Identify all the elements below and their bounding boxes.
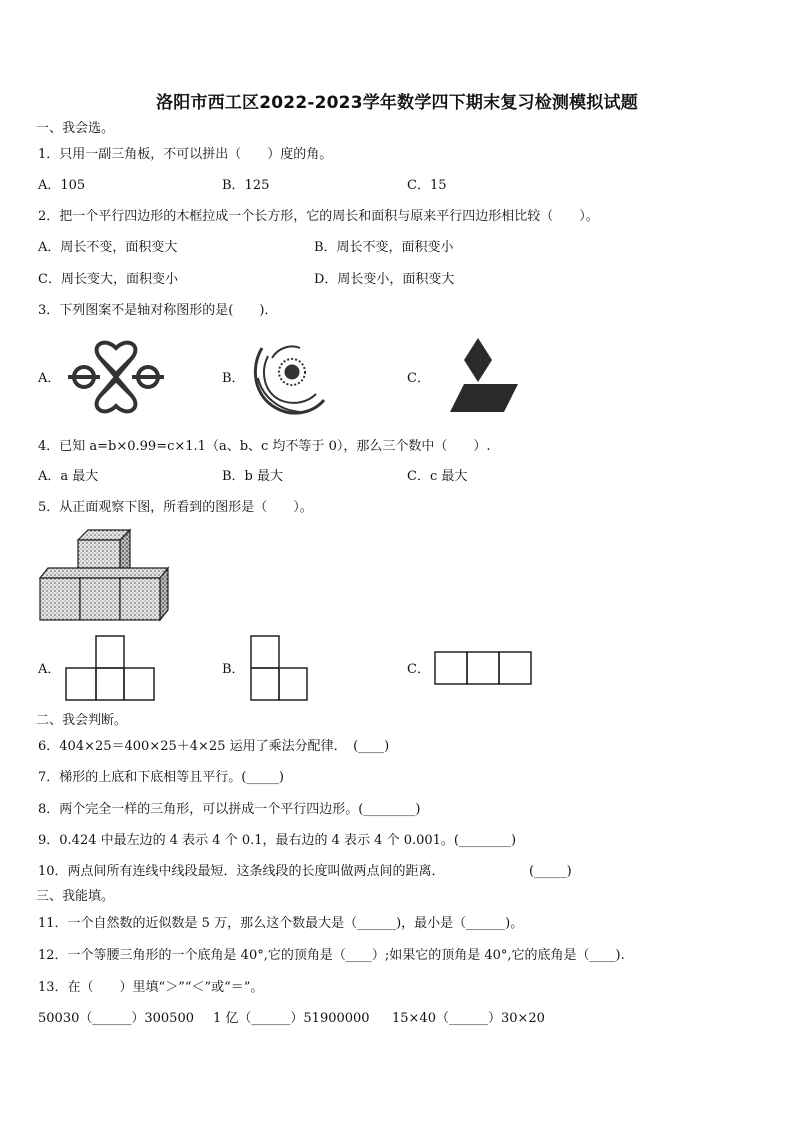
section-heading-choice: 一、我会选。 <box>36 121 115 136</box>
page-title: 洛阳市西工区2022-2023学年数学四下期末复习检测模拟试题 <box>156 93 638 113</box>
question-12: 12．一个等腰三角形的一个底角是 40°,它的顶角是（____）;如果它的顶角是 40°,它的底角是（____). <box>38 948 625 963</box>
chinese-knot-figure <box>64 338 168 416</box>
q2-option-b[interactable]: B．周长不变，面积变小 <box>314 240 454 255</box>
q2-option-a[interactable]: A．周长不变，面积变大 <box>38 240 178 255</box>
section-heading-fill: 三、我能填。 <box>36 889 115 904</box>
q5-option-c[interactable]: C． <box>407 662 430 677</box>
q4-option-a[interactable]: A．a 最大 <box>38 469 99 484</box>
question-8: 8．两个完全一样的三角形，可以拼成一个平行四边形。(________) <box>38 802 421 817</box>
question-13: 13．在（ ）里填“＞”“＜”或“＝”。 <box>38 980 264 995</box>
q1-option-a[interactable]: A．105 <box>38 178 86 193</box>
q5-option-b[interactable]: B． <box>222 662 245 677</box>
view-a-figure <box>64 634 156 702</box>
swirl-emblem-figure <box>248 338 332 418</box>
q13-item-1[interactable]: 50030（______）300500 <box>38 1011 194 1026</box>
q2-option-d[interactable]: D．周长变小，面积变大 <box>314 272 455 287</box>
view-b-figure <box>249 634 311 702</box>
question-10: 10．两点间所有连线中线段最短．这条线段的长度叫做两点间的距离． <box>38 864 445 879</box>
view-c-figure <box>433 650 535 686</box>
q3-option-c[interactable]: C． <box>407 371 430 386</box>
section-heading-judge: 二、我会判断。 <box>36 713 128 728</box>
q2-option-c[interactable]: C．周长变大，面积变小 <box>38 272 178 287</box>
question-6: 6．404×25＝400×25＋4×25 运用了乘法分配律． (____) <box>38 739 390 754</box>
question-5-stem: 5．从正面观察下图，所看到的图形是（ ）。 <box>38 500 313 515</box>
cube-stack-figure <box>38 526 172 624</box>
q13-item-3[interactable]: 15×40（______）30×20 <box>392 1011 545 1026</box>
q4-option-b[interactable]: B．b 最大 <box>222 469 284 484</box>
q3-option-b[interactable]: B． <box>222 371 245 386</box>
question-1-stem: 1．只用一副三角板，不可以拼出（ ）度的角。 <box>38 147 333 162</box>
q5-option-a[interactable]: A． <box>38 662 61 677</box>
question-11: 11．一个自然数的近似数是 5 万，那么这个数最大是（______)，最小是（______)。 <box>38 916 524 931</box>
q1-option-c[interactable]: C．15 <box>407 178 447 193</box>
q1-option-b[interactable]: B．125 <box>222 178 270 193</box>
question-7: 7．梯形的上底和下底相等且平行。(_____) <box>38 770 284 785</box>
question-4-stem: 4．已知 a=b×0.99=c×1.1（a、b、c 均不等于 0），那么三个数中（ ）. <box>38 439 491 454</box>
question-2-stem: 2．把一个平行四边形的木框拉成一个长方形，它的周长和面积与原来平行四边形相比较（ ）。 <box>38 209 599 224</box>
q3-option-a[interactable]: A． <box>38 371 61 386</box>
question-3-stem: 3．下列图案不是轴对称图形的是( )． <box>38 303 278 318</box>
question-9: 9．0.424 中最左边的 4 表示 4 个 0.1，最右边的 4 表示 4 个 0.001。(________) <box>38 833 517 848</box>
q4-option-c[interactable]: C．c 最大 <box>407 469 468 484</box>
three-diamonds-figure <box>436 336 520 416</box>
q10-answer-blank[interactable]: (_____) <box>529 864 572 879</box>
q13-item-2[interactable]: 1 亿（______）51900000 <box>213 1011 370 1026</box>
